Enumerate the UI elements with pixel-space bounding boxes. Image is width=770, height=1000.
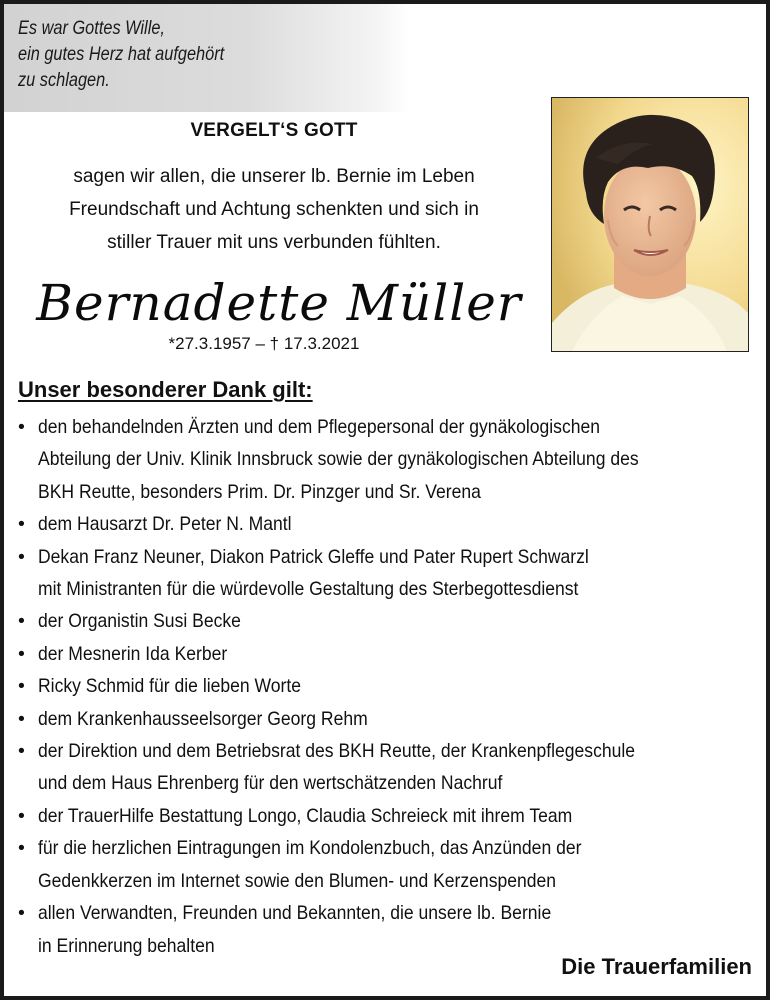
list-item-line: der Organistin Susi Becke <box>38 610 241 633</box>
list-item <box>18 832 758 897</box>
list-item <box>18 800 758 832</box>
list-item <box>18 703 758 735</box>
thanks-line: sagen wir allen, die unserer lb. Bernie im Leben <box>73 166 475 187</box>
list-item-line: der Direktion und dem Betriebsrat des BKH Reutte, der Krankenpflegeschule <box>38 740 636 763</box>
bullet-icon: • <box>18 675 25 698</box>
list-item-line: BKH Reutte, besonders Prim. Dr. Pinzger und Sr. Verena <box>38 480 481 503</box>
signature: Die Trauerfamilien <box>561 954 752 979</box>
list-item <box>18 897 758 962</box>
bullet-icon: • <box>18 513 25 536</box>
bullet-icon: • <box>18 610 25 633</box>
list-item <box>18 541 758 606</box>
list-item <box>18 670 758 702</box>
deceased-name: Bernadette Müller <box>36 274 522 332</box>
bullet-icon: • <box>18 707 25 730</box>
list-item-line: mit Ministranten für die würdevolle Gestaltung des Sterbegottesdienst <box>38 578 579 601</box>
list-item <box>18 411 758 508</box>
list-item-line: dem Krankenhausseelsorger Georg Rehm <box>38 707 368 730</box>
bullet-icon: • <box>18 416 25 438</box>
list-item-line: Gedenkkerzen im Internet sowie den Blumen- und Kerzenspenden <box>38 869 557 892</box>
quote-line: Es war Gottes Wille, <box>18 18 165 39</box>
thanks-text <box>4 160 544 259</box>
quote-line: ein gutes Herz hat aufgehört <box>18 44 225 65</box>
thanks-line: stiller Trauer mit uns verbunden fühlten. <box>107 232 441 253</box>
portrait-photo <box>551 97 749 352</box>
portrait-photo-image <box>552 98 748 351</box>
list-item-line: der Mesnerin Ida Kerber <box>38 642 228 665</box>
thanks-heading: VERGELT‘S GOTT <box>190 120 358 141</box>
thanks-line: Freundschaft und Achtung schenkten und sich in <box>69 199 479 220</box>
list-item-line: den behandelnden Ärzten und dem Pflegepersonal der gynäkologischen <box>38 416 601 438</box>
list-item <box>18 638 758 670</box>
list-item-line: und dem Haus Ehrenberg für den wertschätzenden Nachruf <box>38 772 503 795</box>
list-item <box>18 508 758 540</box>
bullet-icon: • <box>18 545 25 568</box>
list-item <box>18 605 758 637</box>
quote-box <box>4 4 409 112</box>
list-item-line: Ricky Schmid für die lieben Worte <box>38 675 302 698</box>
thanks-list <box>18 411 758 962</box>
list-item-line: allen Verwandten, Freunden und Bekannten, die unsere lb. Bernie <box>38 902 552 925</box>
bullet-icon: • <box>18 902 25 925</box>
list-item-line: Dekan Franz Neuner, Diakon Patrick Gleffe und Pater Rupert Schwarzl <box>38 545 589 568</box>
list-item <box>18 735 758 800</box>
quote-line: zu schlagen. <box>18 70 110 91</box>
list-item-line: in Erinnerung behalten <box>38 934 215 957</box>
list-item-line: der TrauerHilfe Bestattung Longo, Claudia Schreieck mit ihrem Team <box>38 804 573 827</box>
bullet-icon: • <box>18 642 25 665</box>
bullet-icon: • <box>18 837 25 860</box>
life-dates: *27.3.1957 – † 17.3.2021 <box>168 334 360 353</box>
list-item-line: Abteilung der Univ. Klinik Innsbruck sowie der gynäkologischen Abteilung des <box>38 448 639 471</box>
section-title: Unser besonderer Dank gilt: <box>18 377 313 402</box>
bullet-icon: • <box>18 804 25 827</box>
bullet-icon: • <box>18 740 25 763</box>
list-item-line: dem Hausarzt Dr. Peter N. Mantl <box>38 513 292 536</box>
list-item-line: für die herzlichen Eintragungen im Kondolenzbuch, das Anzünden der <box>38 837 582 860</box>
quote <box>18 16 224 94</box>
